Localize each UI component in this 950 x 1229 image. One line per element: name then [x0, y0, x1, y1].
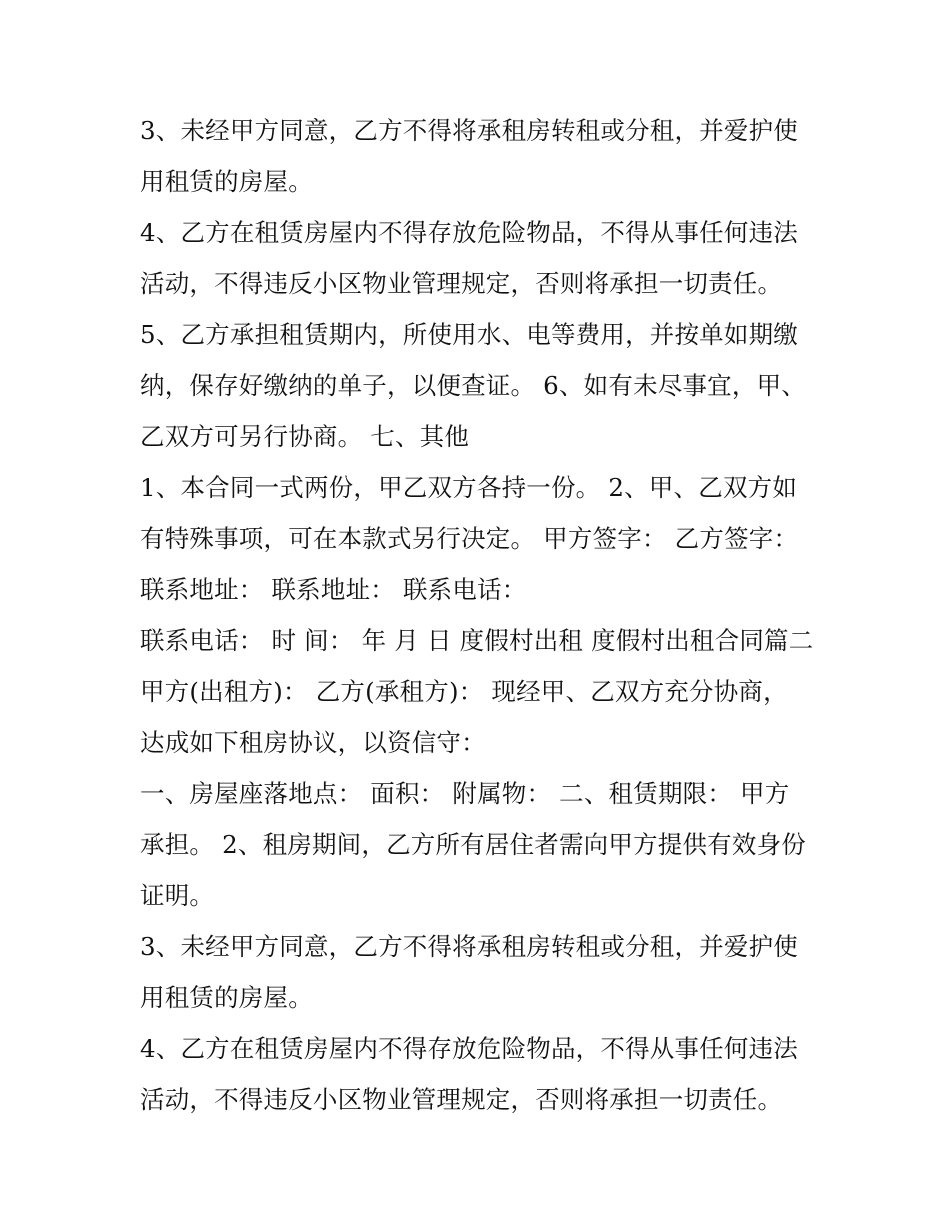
text-line: 活动，不得违反小区物业管理规定，否则将承担一切责任。 — [140, 1085, 783, 1114]
text-line: 5、乙方承担租赁期内，所使用水、电等费用，并按单如期缴 — [140, 320, 798, 349]
text-line: 承担。 2、租房期间，乙方所有居住者需向甲方提供有效身份 — [140, 830, 806, 859]
text-line: 用租赁的房屋。 — [140, 983, 313, 1012]
text-line: 联系地址： 联系地址： 联系电话： — [140, 575, 527, 604]
text-line: 乙双方可另行协商。 七、其他 — [140, 422, 470, 451]
text-line: 有特殊事项，可在本款式另行决定。 甲方签字： 乙方签字： — [140, 524, 799, 553]
document-body — [140, 108, 820, 1128]
text-line: 一、房屋座落地点： 面积： 附属物： 二、租赁期限： 甲方 — [140, 779, 790, 808]
text-line: 纳，保存好缴纳的单子，以便查证。 6、如有未尽事宜，甲、 — [140, 371, 806, 400]
text-line: 4、乙方在租赁房屋内不得存放危险物品，不得从事任何违法 — [140, 1034, 798, 1063]
text-line: 1、本合同一式两份，甲乙双方各持一份。 2、甲、乙双方如 — [140, 473, 798, 502]
text-line: 甲方(出租方)： 乙方(承租方)： 现经甲、乙双方充分协商， — [140, 677, 788, 706]
text-line: 4、乙方在租赁房屋内不得存放危险物品，不得从事任何违法 — [140, 218, 798, 247]
text-line: 达成如下租房协议，以资信守： — [140, 728, 486, 757]
text-line: 证明。 — [140, 881, 215, 910]
text-line: 3、未经甲方同意，乙方不得将承租房转租或分租，并爱护使 — [140, 116, 798, 145]
text-line: 活动，不得违反小区物业管理规定，否则将承担一切责任。 — [140, 269, 783, 298]
text-line: 用租赁的房屋。 — [140, 167, 313, 196]
text-line: 联系电话： 时 间： 年 月 日 度假村出租 度假村出租合同篇二 — [140, 626, 814, 655]
text-line: 3、未经甲方同意，乙方不得将承租房转租或分租，并爱护使 — [140, 932, 798, 961]
